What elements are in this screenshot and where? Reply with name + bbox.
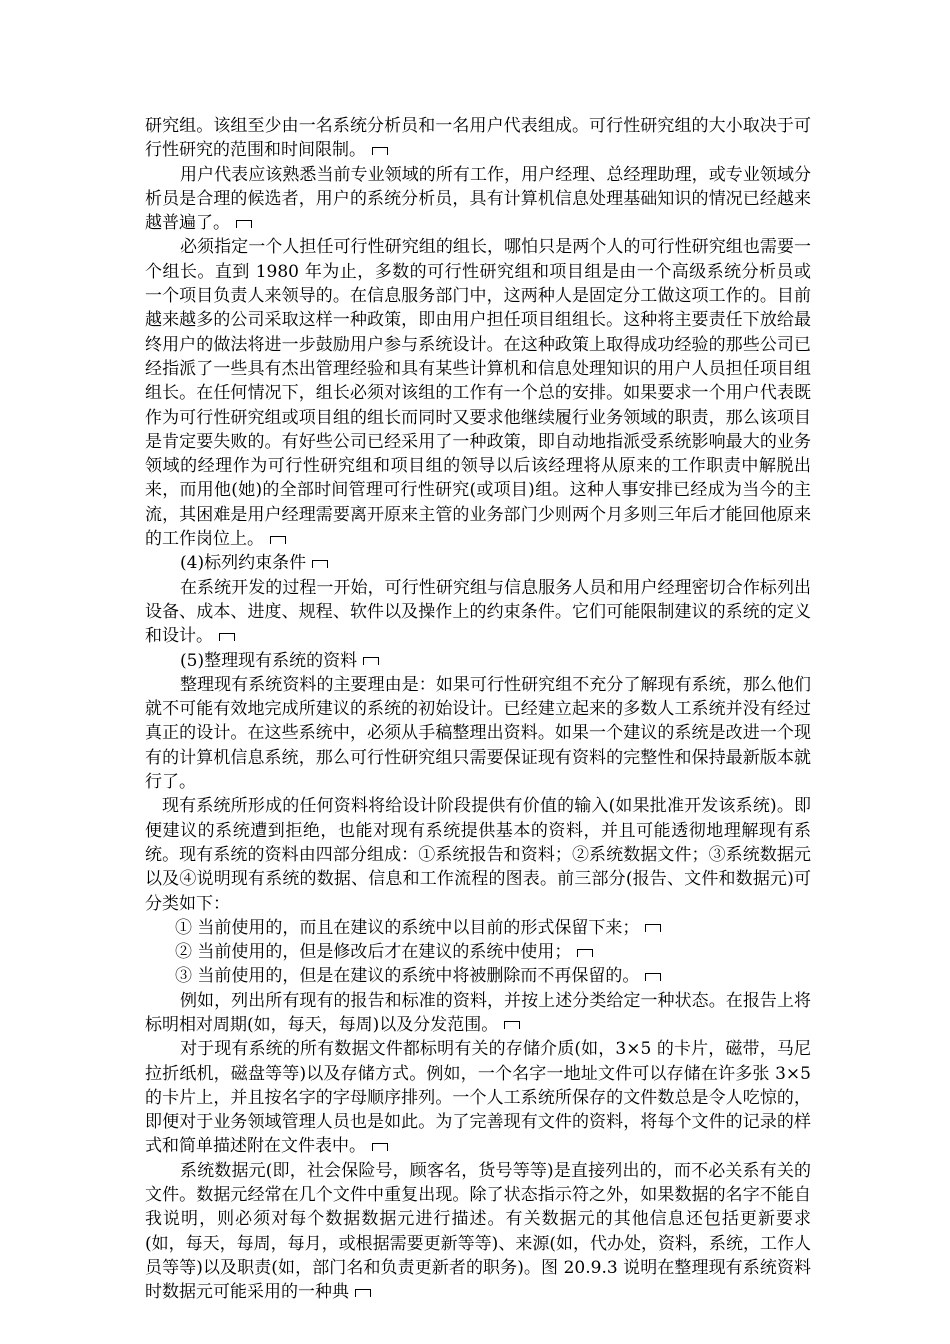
paragraph-mark-icon xyxy=(645,924,661,932)
paragraph-1 xyxy=(145,114,811,163)
paragraph-mark-icon xyxy=(355,1289,371,1297)
paragraph-mark-icon xyxy=(219,633,235,641)
paragraph-mark-icon xyxy=(504,1021,520,1029)
document-page xyxy=(145,114,811,1305)
list-item-3 xyxy=(145,964,811,988)
paragraph-mark-icon xyxy=(236,220,252,228)
section-heading-4 xyxy=(145,551,811,575)
list-item-1 xyxy=(145,916,811,940)
paragraph-mark-icon xyxy=(577,949,593,957)
paragraph-2-text: 用户代表应该熟悉当前专业领域的所有工作，用户经理、总经理助理，或专业领域分析员是合理的候选者，用户的系统分析员，具有计算机信息处理基础知识的情况已经越来越普遍了。 xyxy=(145,164,811,234)
paragraph-7-text: 例如，列出所有现有的报告和标准的资料，并按上述分类给定一种状态。在报告上将标明相对周期(如，每天，每周)以及分发范围。 xyxy=(145,990,811,1035)
paragraph-3-text: 必须指定一个人担任可行性研究组的组长，哪怕只是两个人的可行性研究组也需要一个组长。直到 1980 年为止，多数的可行性研究组和项目组是由一个高级系统分析员或一个项目负责人来领导的。在信息服务部门中，这两种人是固定分工做这项工作的。目前越来越多的公司采取这样一种政策，即由用户担任项目组组长。这种将主要责任下放给最终用户的做法将进一步鼓励用户参与系统设计。在这种政策上取得成功经验的那些公司已经指派了一些具有杰出管理经验和具有某些计算机和信息处理知识的用户人员担任项目组组长。在任何情况下，组长必须对该组的工作有一个总的安排。如果要求一个用户代表既作为可行性研究组或项目组的组长而同时又要求他继续履行业务领域的职责，那么该项目是肯定要失败的。有好些公司已经采用了一种政策，即自动地指派受系统影响最大的业务领域的经理作为可行性研究组和项目组的领导以后该经理将从原来的工作职责中解脱出来，而用他(她)的全部时间管理可行性研究(或项目)组。这种人事安排已经成为当今的主流，其困难是用户经理需要离开原来主管的业务部门少则两个月多则三年后才能回他原来的工作岗位上。 xyxy=(145,237,811,550)
paragraph-mark-icon xyxy=(270,536,286,544)
paragraph-6-text: 现有系统所形成的任何资料将给设计阶段提供有价值的输入(如果批准开发该系统)。即便建议的系统遭到拒绝，也能对现有系统提供基本的资料，并且可能透彻地理解现有系统。现有系统的资料由四部分组成：①系统报告和资料；②系统数据文件；③系统数据元以及④说明现有系统的数据、信息和工作流程的图表。前三部分(报告、文件和数据元)可分类如下： xyxy=(145,796,811,914)
paragraph-5 xyxy=(145,673,811,794)
list-item-1-text: ① 当前使用的，而且在建议的系统中以目前的形式保留下来； xyxy=(175,917,640,938)
paragraph-5-text: 整理现有系统资料的主要理由是：如果可行性研究组不充分了解现有系统，那么他们就不可能有效地完成所建议的系统的初始设计。已经建立起来的多数人工系统并没有经过真正的设计。在这些系统中，必须从手稿整理出资料。如果一个建议的系统是改进一个现有的计算机信息系统，那么可行性研究组只需要保证现有资料的完整性和保持最新版本就行了。 xyxy=(145,674,811,793)
section-heading-5 xyxy=(145,649,811,673)
list-item-2 xyxy=(145,940,811,964)
paragraph-mark-icon xyxy=(372,1143,388,1151)
paragraph-mark-icon xyxy=(645,973,661,981)
paragraph-6 xyxy=(145,794,811,915)
paragraph-7 xyxy=(145,989,811,1038)
paragraph-mark-icon xyxy=(372,147,388,155)
list-item-3-text: ③ 当前使用的，但是在建议的系统中将被删除而不再保留的。 xyxy=(175,966,640,987)
paragraph-3 xyxy=(145,235,811,551)
list-item-2-text: ② 当前使用的，但是修改后才在建议的系统中使用； xyxy=(175,942,572,963)
paragraph-4-text: 在系统开发的过程一开始，可行性研究组与信息服务人员和用户经理密切合作标列出设备、成本、进度、规程、软件以及操作上的约束条件。它们可能限制建议的系统的定义和设计。 xyxy=(145,577,811,647)
paragraph-2 xyxy=(145,163,811,236)
paragraph-9 xyxy=(145,1159,811,1305)
paragraph-9-text: 系统数据元(即，社会保险号，顾客名，货号等等)是直接列出的，而不必关系有关的文件。数据元经常在几个文件中重复出现。除了状态指示符之外，如果数据的名字不能自我说明，则必须对每个数据数据元进行描述。有关数据元的其他信息还包括更新要求(如，每天，每周，每月，或根据需要更新等等)、来源(如，代办处，资料，系统，工作人员等等)以及职责(如，部门名和负责更新者的职务)。图 20.9.3 说明在整理现有系统资料时数据元可能采用的一种典 xyxy=(145,1160,811,1303)
section-heading-5-text: (5)整理现有系统的资料 xyxy=(180,650,358,671)
paragraph-8-text: 对于现有系统的所有数据文件都标明有关的存储介质(如，3×5 的卡片，磁带，马尼拉折纸机，磁盘等等)以及存储方式。例如，一个名字一地址文件可以存储在许多张 3×5 的卡片上，并且按名字的字母顺序排列。一个人工系统所保存的文件数总是令人吃惊的，即便对于业务领域管理人员也是如此。为了完善现有文件的资料，将每个文件的记录的样式和简单描述附在文件表中。 xyxy=(145,1039,811,1157)
paragraph-1-text: 研究组。该组至少由一名系统分析员和一名用户代表组成。可行性研究组的大小取决于可行性研究的范围和时间限制。 xyxy=(145,116,811,161)
paragraph-mark-icon xyxy=(363,657,379,665)
section-heading-4-text: (4)标列约束条件 xyxy=(180,553,307,574)
paragraph-mark-icon xyxy=(312,560,328,568)
paragraph-4 xyxy=(145,576,811,649)
paragraph-8 xyxy=(145,1037,811,1158)
